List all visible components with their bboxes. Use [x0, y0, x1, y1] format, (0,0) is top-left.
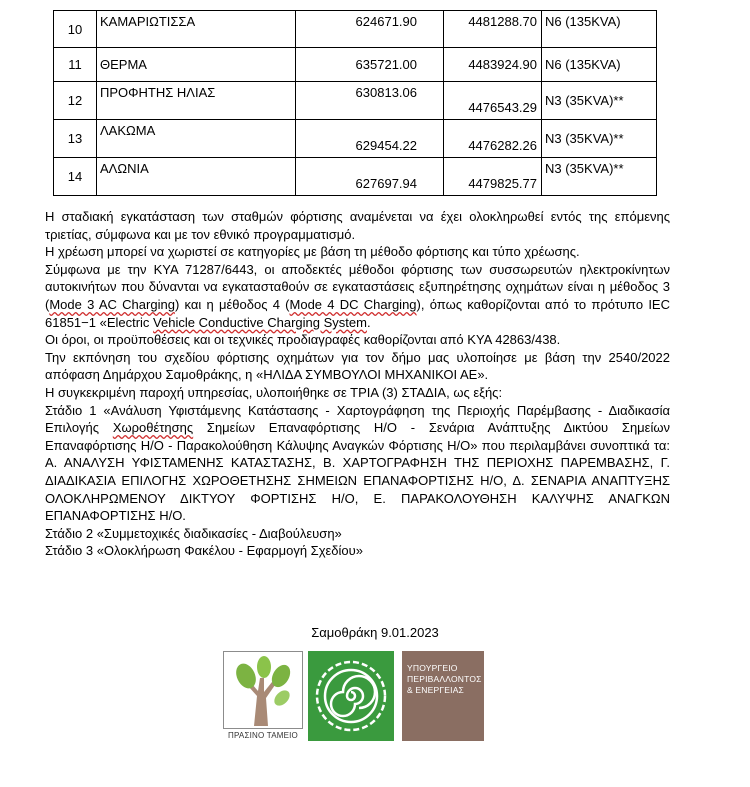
location-name: ΠΡΟΦΗΤΗΣ ΗΛΙΑΣ [97, 82, 296, 120]
coordinate-x: 629454.22 [296, 120, 444, 158]
coordinate-x: 624671.90 [296, 11, 444, 48]
table-row [54, 82, 657, 120]
standard-name: Vehicle Conductive Charging System [153, 314, 367, 330]
table-row [54, 11, 657, 48]
paragraph-billing: Η χρέωση μπορεί να χωριστεί σε κατηγορίες με βάση τη μέθοδο φόρτισης και τύπο χρέωσης. [45, 244, 580, 260]
paragraph-terms: Οι όροι, οι προϋποθέσεις και οι τεχνικές προδιαγραφές καθορίζονται από ΚΥΑ 42863/438. [45, 332, 561, 348]
logos-strip [223, 651, 488, 741]
paragraph-stage-1: Στάδιο 1 «Ανάλυση Υφιστάμενης Κατάστασης - Χαρτογράφηση της Περιοχής Παρέμβασης - Διαδικασία Επιλογής Χωροθέτησης Σημείων Επαναφόρτισης Η/Ο - Σενάρια Ανάπτυξης Δικτύου Σημείων Επαναφόρτισης Η/Ο - Παρακολούθηση Κάλυψης Αναγκών Φόρτισης Η/Ο» που περιλαμβάνει συνοπτικά τα: Α. ΑΝΑΛΥΣΗ ΥΦΙΣΤΑΜΕΝΗΣ ΚΑΤΑΣΤΑΣΗΣ, Β. ΧΑΡΤΟΓΡΑΦΗΣΗ ΤΗΣ ΠΕΡΙΟΧΗΣ ΠΑΡΕΜΒΑΣΗΣ, Γ. ΔΙΑΔΙΚΑΣΙΑ ΕΠΙΛΟΓΗΣ ΧΩΡΟΘΕΤΗΣΗΣ ΣΗΜΕΙΩΝ ΕΠΑΝΑΦΟΡΤΙΣΗΣ Η/Ο, Δ. ΣΕΝΑΡΙΑ ΑΝΑΠΤΥΞΗΣ ΟΛΟΚΛΗΡΩΜΕΝΟΥ ΔΙΚΤΥΟΥ ΦΟΡΤΙΣΗΣ Η/Ο, Ε. ΠΑΡΑΚΟΛΟΥΘΗΣΗ ΚΑΛΥΨΗΣ ΑΝΑΓΚΩΝ ΕΠΑΝΑΦΟΡΤΙΣΗΣ Η/Ο. [45, 402, 671, 524]
coordinate-y: 4476282.26 [444, 120, 542, 158]
location-name: ΛΑΚΩΜΑ [97, 120, 296, 158]
charger-type: Ν3 (35KVA)** [542, 120, 657, 158]
charger-type: Ν6 (135KVA) [542, 11, 657, 48]
ministry-line-2: ΠΕΡΙΒΑΛΛΟΝΤΟΣ [407, 674, 482, 684]
row-number: 14 [54, 158, 97, 196]
row-number: 10 [54, 11, 97, 48]
ministry-name-block [398, 651, 484, 741]
fund-label: ΠΡΑΣΙΝΟ ΤΑΜΕΙΟ [228, 731, 298, 740]
coordinate-y: 4479825.77 [444, 158, 542, 196]
table-row [54, 120, 657, 158]
mode3-term: Mode 3 AC Charging [49, 296, 175, 312]
ministry-line-3: & ΕΝΕΡΓΕΙΑΣ [407, 685, 465, 695]
ministry-emblem [308, 651, 394, 741]
paragraph-stage-3: Στάδιο 3 «Ολοκλήρωση Φακέλου - Εφαρμογή Σχεδίου» [45, 543, 364, 559]
location-name: ΑΛΩΝΙΑ [97, 158, 296, 196]
coordinate-x: 627697.94 [296, 158, 444, 196]
coordinate-y: 4476543.29 [444, 82, 542, 120]
coordinate-y: 4481288.70 [444, 11, 542, 48]
green-fund-logo [223, 651, 303, 741]
paragraph-contractor: Την εκπόνηση του σχεδίου φόρτισης οχημάτων για τον δήμο μας υλοποίησε με βάση την 2540/2022 απόφαση Δημάρχου Σαμοθράκης, η «ΗΛΙΔΑ ΣΥΜΒΟΥΛΟΙ ΜΗΧΑΝΙΚΟΙ ΑΕ». [45, 349, 670, 383]
mode4-term: Mode 4 DC Charging [289, 296, 417, 312]
siting-term: Χωροθέτησης [112, 420, 194, 436]
paragraph-charging-methods: Σύμφωνα με την ΚΥΑ 71287/6443, οι αποδεκτές μέθοδοι φόρτισης των συσσωρευτών ηλεκτροκίνητων αυτοκινήτων που δύνανται να εγκατασταθούν σε εγκαταστάσεις εξυπηρέτησης οχημάτων είναι η μέθοδος 3 (Mode 3 AC Charging) και η μέθοδος 4 (Mode 4 DC Charging), όπως καθορίζονται από το πρότυπο IEC 61851−1 «Electric Vehicle Conductive Charging System. [45, 261, 670, 330]
spiral-emblem-icon [308, 651, 394, 741]
location-name: ΘΕΡΜΑ [97, 48, 296, 82]
row-number: 12 [54, 82, 97, 120]
paragraph-stages-intro: Η συγκεκριμένη παροχή υπηρεσίας, υλοποιήθηκε σε ΤΡΙΑ (3) ΣΤΑΔΙΑ, ως εξής: [45, 384, 503, 400]
table-row [54, 48, 657, 82]
coordinate-y: 4483924.90 [444, 48, 542, 82]
charger-type: Ν3 (35KVA)** [542, 82, 657, 120]
charging-stations-table [53, 10, 657, 196]
charger-type: Ν3 (35KVA)** [542, 158, 657, 196]
row-number: 13 [54, 120, 97, 158]
document-date: Σαμοθράκη 9.01.2023 [311, 625, 439, 640]
location-name: ΚΑΜΑΡΙΩΤΙΣΣΑ [97, 11, 296, 48]
coordinate-x: 630813.06 [296, 82, 444, 120]
charger-type: Ν6 (135KVA) [542, 48, 657, 82]
paragraph-timeline: Η σταδιακή εγκατάσταση των σταθμών φόρτισης αναμένεται να έχει ολοκληρωθεί εντός της επόμενης τριετίας, σύμφωνα και με τον εθνικό προγραμματισμό. [45, 209, 670, 242]
ministry-line-1: ΥΠΟΥΡΓΕΙΟ [407, 663, 458, 673]
table-row [54, 158, 657, 196]
document-body [45, 208, 670, 560]
row-number: 11 [54, 48, 97, 82]
tree-logo-icon [224, 652, 302, 728]
coordinate-x: 635721.00 [296, 48, 444, 82]
paragraph-stage-2: Στάδιο 2 «Συμμετοχικές διαδικασίες - Διαβούλευση» [45, 525, 342, 541]
